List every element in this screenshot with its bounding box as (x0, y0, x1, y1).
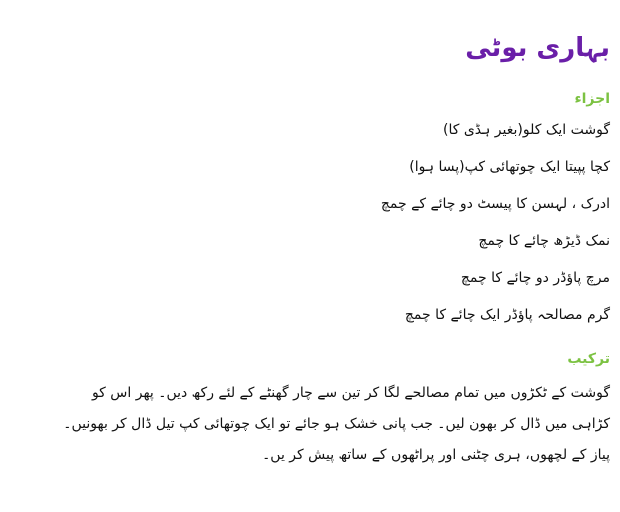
method-line: پیاز کے لچھوں، ہری چٹنی اور پراٹھوں کے ساتھ پیش کر یں۔ (262, 447, 610, 463)
ingredient-item: ادرک ، لہسن کا پیسٹ دو چائے کے چمچ (380, 196, 610, 212)
method-heading: ترکیب (567, 351, 610, 367)
method-line: گوشت کے ٹکڑوں میں تمام مصالحے لگا کر تین سے چار گھنٹے کے لئے رکھ دیں۔ پھر اس کو (91, 385, 610, 401)
ingredient-item: گرم مصالحہ پاؤڈر ایک چائے کا چمچ (404, 307, 610, 323)
ingredient-item: مرچ پاؤڈر دو چائے کا چمچ (460, 270, 610, 286)
recipe-title: بہاری بوٹی (465, 33, 610, 63)
method-line: کڑاہی میں ڈال کر بھون لیں۔ جب پانی خشک ہو جائے تو ایک چوتھائی کپ تیل ڈال کر بھونیں۔ (63, 416, 610, 432)
ingredient-item: گوشت ایک کلو(بغیر ہڈی کا) (443, 122, 610, 138)
ingredient-item: کچا پپیتا ایک چوتھائی کپ(پسا ہوا) (409, 159, 610, 175)
ingredients-list (381, 120, 610, 342)
method-paragraph (63, 383, 610, 476)
ingredient-item: نمک ڈیڑھ چائے کا چمچ (478, 233, 610, 249)
ingredients-heading: اجزاء (574, 91, 610, 107)
